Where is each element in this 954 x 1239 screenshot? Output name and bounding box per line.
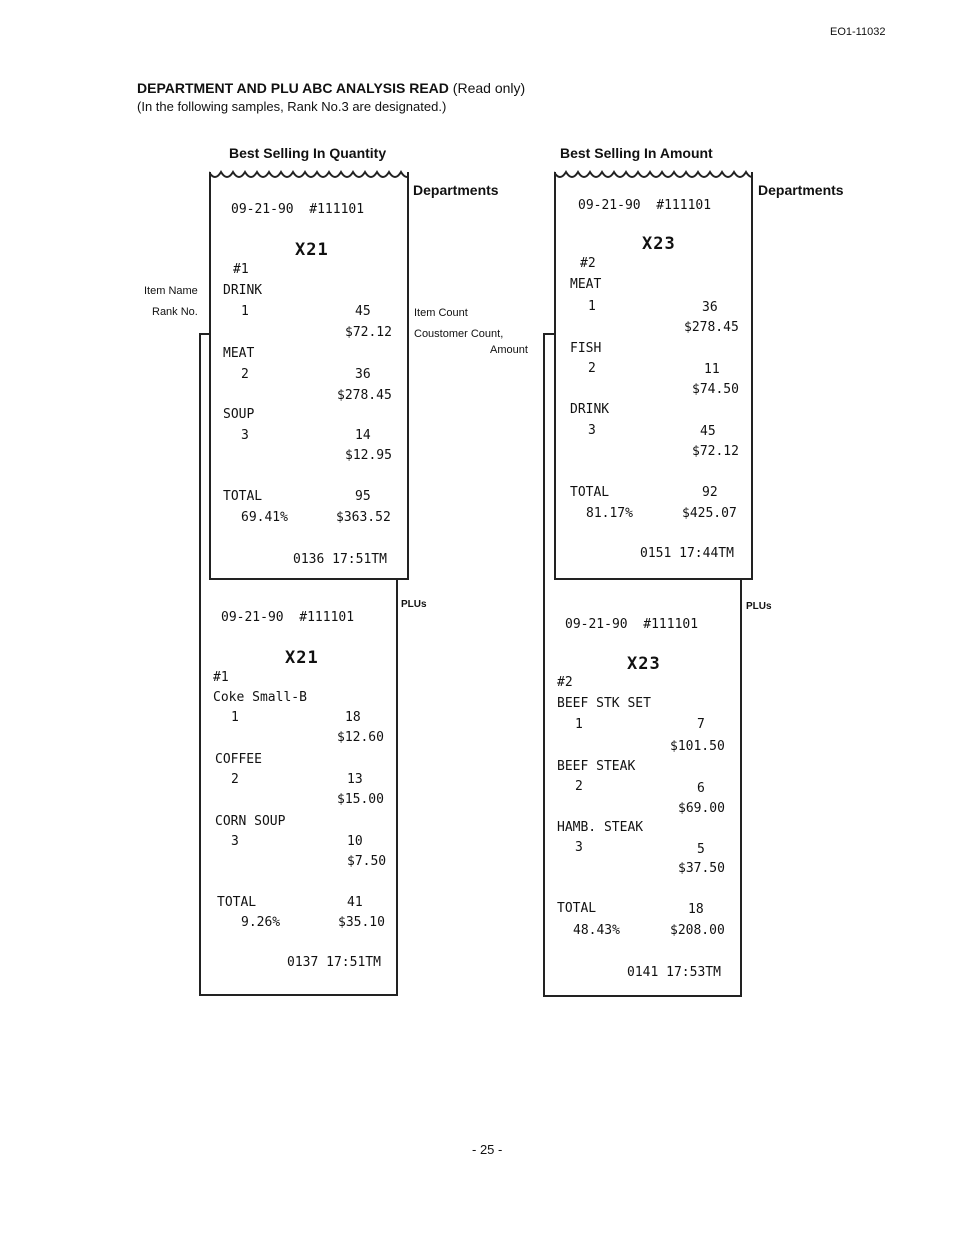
item-name: MEAT — [223, 346, 255, 361]
receipt-serial: #111101 — [643, 617, 699, 632]
item-rank: 3 — [575, 840, 583, 855]
receipt-code: X23 — [642, 234, 676, 254]
item-rank: 1 — [588, 299, 596, 314]
item-name: SOUP — [223, 407, 255, 422]
item-amount: $15.00 — [337, 792, 384, 807]
first-rank: #2 — [557, 675, 573, 690]
total-count: 95 — [355, 489, 371, 504]
receipt-footer: 0141 17:53TM — [627, 965, 721, 980]
item-count: 6 — [697, 781, 705, 796]
document-number: EO1-11032 — [830, 26, 886, 38]
total-percent: 81.17% — [586, 506, 633, 521]
receipt-date: 09-21-90 — [221, 610, 284, 625]
total-amount: $208.00 — [670, 923, 725, 938]
annotation-rank-no: Rank No. — [152, 306, 198, 318]
item-count: 7 — [697, 717, 705, 732]
label-departments-right: Departments — [758, 182, 844, 198]
item-amount: $7.50 — [347, 854, 387, 869]
page-title — [137, 80, 525, 96]
item-amount: $72.12 — [692, 444, 739, 459]
label-plus-left: PLUs — [401, 599, 427, 610]
receipt-amount-departments — [554, 172, 753, 580]
item-name: FISH — [570, 341, 602, 356]
item-rank: 2 — [575, 779, 583, 794]
item-name: BEEF STK SET — [557, 696, 651, 711]
total-amount: $363.52 — [336, 510, 391, 525]
total-label: TOTAL — [217, 895, 257, 910]
item-amount: $12.60 — [337, 730, 384, 745]
torn-edge — [209, 170, 409, 182]
item-count: 36 — [355, 367, 371, 382]
receipt-code: X21 — [295, 240, 329, 260]
receipt-serial: #111101 — [299, 610, 355, 625]
item-count: 10 — [347, 834, 363, 849]
item-amount: $37.50 — [678, 861, 725, 876]
total-label: TOTAL — [570, 485, 610, 500]
receipt-footer: 0137 17:51TM — [287, 955, 381, 970]
annotation-item-count: Item Count — [414, 307, 468, 319]
receipt-code: X21 — [285, 648, 319, 668]
label-plus-right: PLUs — [746, 601, 772, 612]
item-rank: 3 — [241, 428, 249, 443]
title-normal: (Read only) — [452, 80, 526, 96]
first-rank: #2 — [580, 256, 596, 271]
item-rank: 3 — [231, 834, 239, 849]
page-subtitle: (In the following samples, Rank No.3 are designated.) — [137, 99, 447, 114]
item-amount: $72.12 — [345, 325, 392, 340]
receipt-serial: #111101 — [656, 198, 712, 213]
total-amount: $425.07 — [682, 506, 737, 521]
item-count: 5 — [697, 842, 705, 857]
total-count: 18 — [688, 902, 704, 917]
item-rank: 1 — [231, 710, 239, 725]
annotation-item-name: Item Name — [144, 285, 198, 297]
first-rank: #1 — [233, 262, 249, 277]
title-bold: DEPARTMENT AND PLU ABC ANALYSIS READ — [137, 80, 449, 96]
item-rank: 1 — [241, 304, 249, 319]
item-count: 14 — [355, 428, 371, 443]
receipt-footer: 0151 17:44TM — [640, 546, 734, 561]
item-rank: 2 — [241, 367, 249, 382]
total-percent: 9.26% — [241, 915, 281, 930]
item-amount: $101.50 — [670, 739, 725, 754]
receipt-date: 09-21-90 — [231, 202, 294, 217]
torn-edge — [554, 170, 753, 182]
page-number: - 25 - — [472, 1142, 503, 1157]
label-departments-left: Departments — [413, 182, 499, 198]
column-heading-amount: Best Selling In Amount — [560, 145, 713, 161]
item-rank: 1 — [575, 717, 583, 732]
receipt-footer: 0136 17:51TM — [293, 552, 387, 567]
item-amount: $69.00 — [678, 801, 725, 816]
item-count: 36 — [702, 300, 718, 315]
item-amount: $278.45 — [337, 388, 392, 403]
item-count: 11 — [704, 362, 720, 377]
total-count: 41 — [347, 895, 363, 910]
total-count: 92 — [702, 485, 718, 500]
column-heading-quantity: Best Selling In Quantity — [229, 145, 387, 161]
item-name: COFFEE — [215, 752, 262, 767]
annotation-amount: Amount — [490, 344, 528, 356]
item-count: 45 — [355, 304, 371, 319]
total-percent: 48.43% — [573, 923, 620, 938]
item-name: DRINK — [570, 402, 610, 417]
item-amount: $12.95 — [345, 448, 392, 463]
item-name: MEAT — [570, 277, 602, 292]
receipt-serial: #111101 — [309, 202, 365, 217]
item-count: 45 — [700, 424, 716, 439]
total-label: TOTAL — [557, 901, 597, 916]
item-name: BEEF STEAK — [557, 759, 636, 774]
receipt-code: X23 — [627, 654, 661, 674]
item-count: 13 — [347, 772, 363, 787]
total-label: TOTAL — [223, 489, 263, 504]
item-rank: 2 — [231, 772, 239, 787]
item-rank: 3 — [588, 423, 596, 438]
item-name: HAMB. STEAK — [557, 820, 644, 835]
item-rank: 2 — [588, 361, 596, 376]
item-amount: $74.50 — [692, 382, 739, 397]
item-count: 18 — [345, 710, 361, 725]
first-rank: #1 — [213, 670, 229, 685]
receipt-date: 09-21-90 — [578, 198, 641, 213]
annotation-customer-count: Coustomer Count, — [414, 328, 504, 340]
receipt-date: 09-21-90 — [565, 617, 628, 632]
total-amount: $35.10 — [338, 915, 385, 930]
receipt-quantity-departments — [209, 172, 409, 580]
total-percent: 69.41% — [241, 510, 288, 525]
item-name: Coke Small-B — [213, 690, 307, 705]
item-name: DRINK — [223, 283, 263, 298]
item-name: CORN SOUP — [215, 814, 286, 829]
item-amount: $278.45 — [684, 320, 739, 335]
